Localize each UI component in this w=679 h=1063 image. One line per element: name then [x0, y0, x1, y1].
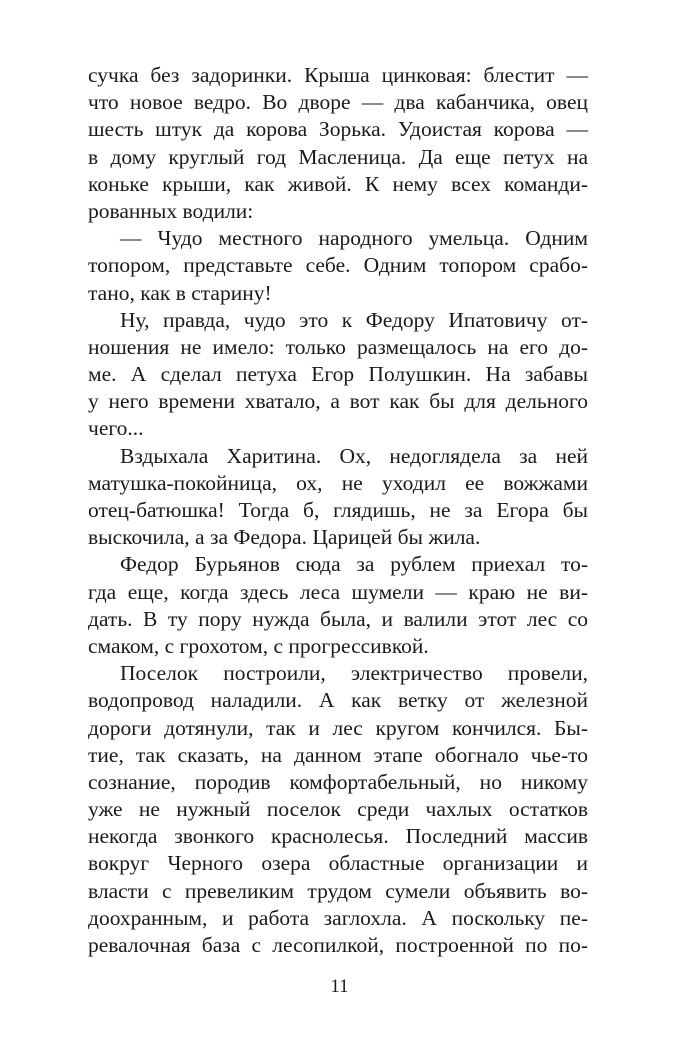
text-line: тано, как в старину!	[88, 280, 272, 305]
text-line: топором, представьте себе. Одним топором срабо-	[88, 253, 588, 278]
text-line: коньке крыши, как живой. К нему всех команди-	[88, 171, 588, 196]
text-line: Федор Бурьянов сюда за рублем приехал то-	[120, 552, 588, 577]
text-line: чего...	[88, 416, 144, 441]
text-line: у него времени хватало, а вот как бы для дельного	[88, 389, 588, 414]
text-line: сучка без задоринки. Крыша цинковая: блестит —	[88, 63, 588, 87]
text-line: власти с превеликим трудом сумели объявить во-	[88, 878, 588, 903]
text-line: водопровод наладили. А как ветку от железной	[88, 688, 588, 713]
text-line: — Чудо местного народного умельца. Одним	[120, 226, 588, 251]
text-line: уже не нужный поселок среди чахлых остатков	[88, 797, 588, 822]
text-line: Ну, правда, чудо это к Федору Ипатовичу от-	[120, 307, 588, 332]
text-line: вокруг Черного озера областные организации и	[88, 851, 588, 876]
text-line: гда еще, когда здесь леса шумели — краю не ви-	[88, 579, 588, 604]
text-line: отец-батюшка! Тогда б, глядишь, не за Егора бы	[88, 498, 588, 522]
text-line: выскочила, а за Федора. Царицей бы жила.	[88, 525, 481, 550]
text-line: ревалочная база с лесопилкой, построенной по по-	[88, 933, 588, 957]
page-number: 11	[330, 976, 349, 997]
text-line: дать. В ту пору нужда была, и валили этот лес со	[88, 606, 588, 631]
text-line: ношения не имело: только размещалось на его до-	[88, 334, 588, 359]
text-line: Вздыхала Харитина. Ох, недоглядела за ней	[120, 443, 588, 468]
text-line: дороги дотянули, так и лес кругом кончился. Бы-	[88, 715, 588, 740]
text-line: шесть штук да корова Зорька. Удоистая корова —	[88, 117, 588, 142]
text-line: доохранным, и работа заглохла. А поскольку пе-	[88, 905, 588, 930]
text-line: сознание, породив комфортабельный, но никому	[88, 769, 588, 794]
text-line: что новое ведро. Во дворе — два кабанчика, овец	[88, 90, 588, 115]
text-line: тие, так сказать, на данном этапе обогнало чье-то	[88, 742, 588, 767]
text-line: матушка-покойница, ох, не уходил ее вожжами	[88, 470, 588, 495]
text-line: рованных водили:	[88, 198, 254, 223]
text-line: Поселок построили, электричество провели,	[120, 661, 588, 686]
text-line: некогда звонкого краснолесья. Последний массив	[88, 824, 588, 849]
text-line: смаком, с грохотом, с прогрессивкой.	[88, 633, 429, 658]
page-body-text	[88, 62, 588, 959]
text-line: в дому круглый год Масленица. Да еще петух на	[88, 144, 588, 169]
text-line: ме. А сделал петуха Егор Полушкин. На забавы	[88, 362, 588, 387]
